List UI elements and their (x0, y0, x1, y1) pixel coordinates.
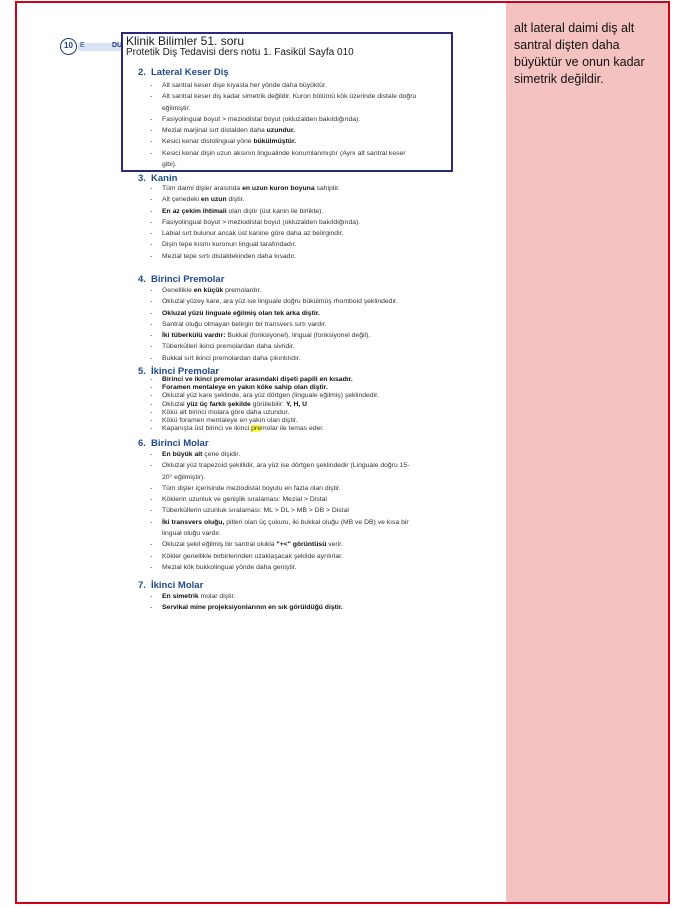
text-run: Tüm dişler içerisinde meziodistal boyutu en fazla olan diştir. (162, 484, 341, 492)
list-item (150, 183, 418, 194)
list-item (150, 392, 418, 400)
list-item (150, 194, 418, 205)
bold-text: yüz üç farklı şekilde (186, 400, 251, 408)
bold-text: En simetrik (162, 593, 199, 600)
section-list-ikinci-premolar (150, 376, 418, 433)
list-item (150, 591, 418, 602)
section-heading-lateral-keser (138, 67, 229, 78)
list-item (150, 239, 418, 250)
bold-text: bükülmüştür. (253, 138, 297, 146)
bold-text: En az çekim ihtimali (162, 207, 227, 215)
text-run: Bukkal (fonksiyonel), lingual (fonksiyonel değil). (225, 332, 371, 340)
list-item (150, 417, 418, 425)
bold-text: Birinci ve ikinci premolar arasındaki dişeti papili en kısadır. (162, 376, 353, 383)
list-item (150, 562, 418, 573)
list-item (150, 308, 418, 319)
text-run: pitleri olan üç çukuru, iki bukkal oluğu (MB ve DB) ve kısa bir lingual oluğu vardır. (162, 518, 409, 538)
section-list-birinci-premolar (150, 285, 418, 364)
list-item (150, 384, 418, 392)
section-number: 6. (138, 438, 146, 449)
list-item (150, 330, 418, 341)
text-run: Genellikle (162, 287, 194, 294)
text-run: molar ile temas eder. (260, 425, 325, 433)
section-number: 3. (138, 173, 146, 184)
text-run: Kesici kenar distolingual yöne (162, 138, 254, 146)
text-run: Bukkal sırt ikinci premolardan daha çıkıntılıdır. (162, 354, 301, 362)
text-run: molar diştir. (198, 593, 236, 600)
list-item (150, 602, 418, 613)
text-run: Fasiyolingual boyut > meziodistal boyut (okluzalden bakıldığında). (162, 218, 361, 226)
page-title: Klinik Bilimler 51. soru (126, 34, 245, 48)
section-title: İkinci Molar (151, 580, 204, 591)
list-item (150, 460, 418, 483)
text-run: Okluzal (162, 400, 187, 408)
list-item (150, 136, 418, 147)
section-list-birinci-molar (150, 449, 418, 573)
text-run: Kökler genellikle birbirlerinden uzaklaşacak şekilde ayrılırlar. (162, 552, 343, 560)
text-run: sahiptir. (314, 185, 340, 192)
side-note-panel (506, 3, 668, 902)
list-item (150, 285, 418, 296)
list-item (150, 376, 418, 384)
text-run: Okluzal yüz trapezoid şekillidir, ara yüz ise dörtgen şeklindedir (Linguale doğru 15-20° eğilmiştir). (162, 462, 410, 481)
text-run: çene dişidir. (202, 451, 241, 458)
list-item (150, 125, 418, 136)
text-run: diştir. (226, 196, 245, 204)
list-item (150, 228, 418, 239)
text-run: Mezial tepe sırtı distaldekinden daha kısadır. (162, 252, 297, 260)
section-title: Birinci Molar (151, 438, 209, 449)
list-item (150, 517, 418, 540)
section-title: Kanin (151, 173, 178, 184)
text-run: Köklerin uzunluk ve genişlik sıralaması: Mezial > Distal (162, 496, 327, 504)
section-number: 7. (138, 580, 146, 591)
text-run: Kökü alt birinci molara göre daha uzundur. (162, 408, 290, 416)
text-run: Alt santral keser dişe kıyasla her yönde daha büyüktür. (162, 82, 327, 89)
text-run: Mezial kök bukkolingual yönde daha geniştir. (162, 563, 297, 571)
section-title: Birinci Premolar (151, 274, 225, 285)
text-run: görülebilir: (250, 400, 286, 408)
text-run: Okluzal şekil eğilmiş bir santral olukla (162, 541, 277, 549)
text-run: Santral oluğu olmayan belirgin bir transvers sırtı vardır. (162, 320, 327, 328)
section-list-ikinci-molar (150, 591, 418, 614)
section-heading-birinci-premolar (138, 274, 224, 285)
list-item (150, 296, 418, 307)
page-number-badge: 10 (60, 38, 77, 55)
side-note-text: alt lateral daimi diş alt santral dişten daha büyüktür ve onun kadar simetrik değildir. (514, 21, 645, 86)
page-subtitle: Protetik Diş Tedavisi ders notu 1. Fasikül Sayfa 010 (126, 47, 354, 58)
text-run: Kökü foramen mentaleye en yakın olan diştir. (162, 417, 298, 425)
list-item (150, 551, 418, 562)
bold-text: en küçük (193, 287, 224, 294)
bold-text: Y, H, U (285, 400, 308, 408)
text-run: Okluzal yüz kare şeklinde, ara yüz dörtgen (linguale eğilmiş) şeklindedir. (162, 392, 379, 400)
list-item (150, 483, 418, 494)
header-strip-label: DU (112, 42, 123, 49)
highlighted-text: pre (251, 425, 261, 433)
bold-text: Okluzal yüzü linguale eğilmiş olan tek arka diştir. (162, 309, 320, 317)
text-run: Fasiyolingual boyut > meziodistal boyut (okluzalden bakıldığında). (162, 115, 361, 123)
text-run: Kesici kenar dişin uzun aksının lingualinde konumlanmıştır (Aynı alt santral keser gibi). (162, 149, 406, 169)
list-item (150, 505, 418, 516)
text-run: Okluzal yüzey kare, ara yüz ise linguale doğru bükülmüş rhomboid şeklindedir. (162, 298, 398, 306)
text-run: Alt çenedeki (162, 196, 201, 204)
text-run: olan diştir (üst kanin ile birlikte). (226, 207, 324, 215)
bold-text: İki tüberkülü vardır: (162, 332, 226, 340)
header-strip-letter: E (80, 42, 85, 49)
list-item (150, 251, 418, 262)
list-item (150, 91, 418, 114)
list-item (150, 319, 418, 330)
bold-text: en uzun (200, 196, 227, 204)
list-item (150, 449, 418, 460)
text-run: Tüm daimi dişler arasında (162, 185, 243, 192)
text-run: premolardır. (223, 287, 262, 294)
list-item (150, 114, 418, 125)
bold-text: İki transvers oluğu, (162, 518, 225, 526)
list-item (150, 206, 418, 217)
list-item (150, 401, 418, 409)
list-item (150, 409, 418, 417)
list-item (150, 425, 418, 433)
section-number: 2. (138, 67, 146, 78)
section-heading-ikinci-molar (138, 580, 203, 591)
list-item (150, 539, 418, 550)
bold-text: uzundur. (266, 127, 295, 135)
text-run: Alt santral keser diş kadar simetrik değildir. Kuron bölümü kök üzerinde distale doğru eğilmiştir. (162, 93, 417, 112)
bold-text: En büyük alt (162, 451, 203, 458)
section-number: 4. (138, 274, 146, 285)
bold-text: "+<" görüntüsü (276, 541, 327, 549)
text-run: Kapanışta üst birinci ve ikinci (162, 425, 252, 433)
list-item (150, 148, 418, 171)
text-run: Tüberküllerin uzunluk sıralaması: ML > DL > MB > DB > Distal (162, 507, 349, 515)
section-title: Lateral Keser Diş (151, 67, 229, 78)
list-item (150, 217, 418, 228)
bold-text: Foramen mentaleye en yakın köke sahip olan diştir. (162, 384, 328, 392)
text-run: Mezial marjinal sırt distalden daha (162, 127, 267, 135)
list-item (150, 341, 418, 352)
section-list-kanin (150, 183, 418, 262)
bold-text: Servikal mine projeksiyonlarının en sık görüldüğü diştir. (162, 604, 343, 612)
list-item (150, 353, 418, 364)
text-run: verir. (326, 541, 343, 549)
bold-text: en uzun kuron boyuna (242, 185, 315, 192)
text-run: Labial sırt bulunur ancak üst kanine göre daha az belirgindir. (162, 230, 344, 238)
section-title: İkinci Premolar (151, 366, 220, 377)
list-item (150, 80, 418, 91)
list-item (150, 494, 418, 505)
text-run: Tüberkülleri ikinci premolardan daha sivridir. (162, 343, 295, 351)
section-list-lateral-keser (150, 80, 418, 170)
text-run: Dişin tepe kısmı kuronun lingual tarafındadır. (162, 241, 297, 249)
section-heading-birinci-molar (138, 438, 209, 449)
section-number: 5. (138, 366, 146, 377)
